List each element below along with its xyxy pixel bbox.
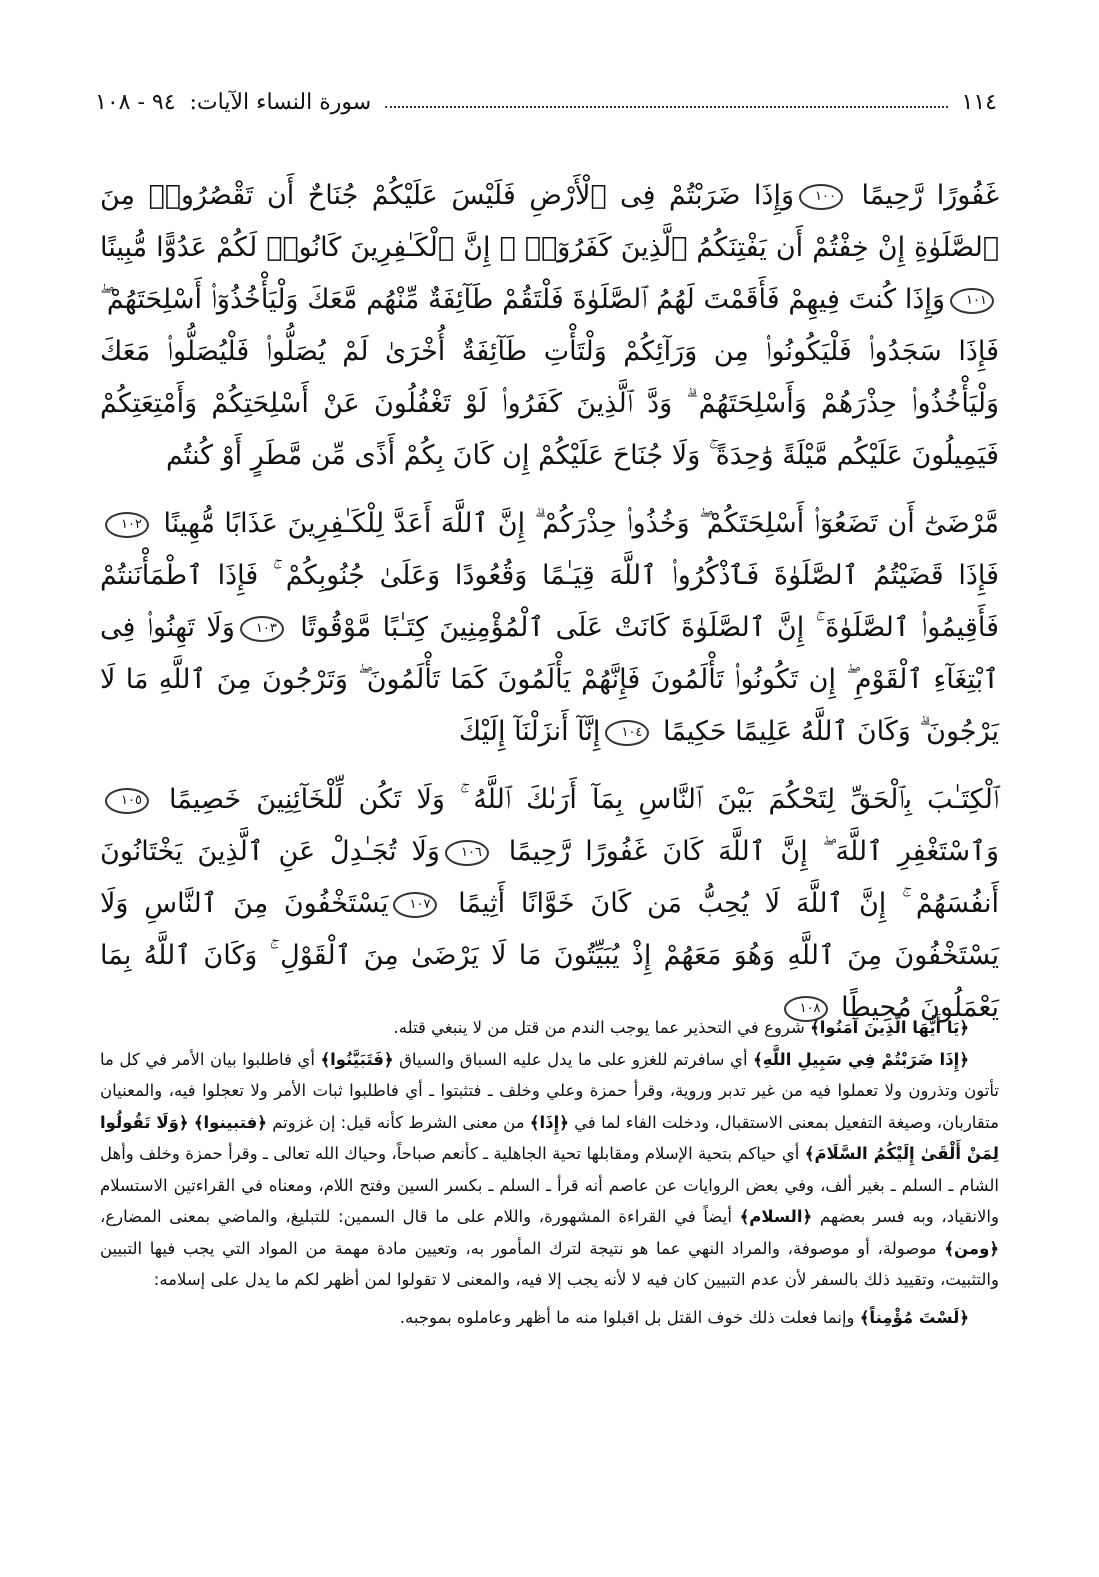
ayah-range: ٩٤ - ١٠٨: [95, 89, 176, 115]
quoted-phrase: ﴿لَسْتَ مُؤْمِناً﴾: [859, 1307, 969, 1327]
page-header: [95, 82, 997, 122]
commentary-paragraph: [100, 1302, 999, 1334]
ayah-number-marker: ١٠٣: [240, 616, 284, 642]
ayah-number-marker: ١٠٦: [445, 840, 489, 866]
quoted-phrase: ﴿إِذَا﴾: [529, 1112, 569, 1132]
quoted-phrase: ﴿يَا أَيُّهَا الَّذِينَ آمَنُوا﴾: [810, 1018, 969, 1037]
quran-block: [100, 774, 999, 1034]
page-number: ١١٤: [961, 89, 997, 115]
quran-block: [100, 170, 999, 482]
commentary-text: أي سافرتم للغزو على ما يدل عليه السباق والسياق: [393, 1049, 754, 1069]
quoted-phrase: ﴿وَلَا تَقُولُوا لِمَنْ أَلْقَىٰ إِلَيْكُمُ السَّلَامَ﴾: [100, 1112, 1000, 1163]
commentary-text: من معنى الشرط كأنه قيل: إن غزوتم: [266, 1112, 530, 1132]
quoted-phrase: ﴿السلام﴾: [739, 1207, 813, 1226]
verse-text: فَإِذَا قَضَيْتُمُ ٱلصَّلَوٰةَ فَٱذْكُرُوا۟ ٱللَّهَ قِيَـٰمًا وَقُعُودًا وَعَلَىٰ جُنُوبِكُمْ ۚ فَإِذَا ٱطْمَأْنَنتُمْ فَأَقِيمُوا۟ ٱلصَّلَوٰةَ ۚ إِنَّ ٱلصَّلَوٰةَ كَانَتْ عَلَى ٱلْمُؤْمِنِينَ كِتَـٰبًا مَّوْقُوتًا: [100, 560, 999, 643]
ayah-number-marker: ١٠٧: [393, 892, 437, 918]
quoted-phrase: ﴿فَتَبَيَّنُوا﴾: [320, 1049, 394, 1069]
verse-text: يَسْتَخْفُونَ مِنَ ٱلنَّاسِ وَلَا يَسْتَخْفُونَ مِنَ ٱللَّهِ وَهُوَ مَعَهُمْ إِذْ يُبَيِّتُونَ مَا لَا يَرْضَىٰ مِنَ ٱلْقَوْلِ ۚ وَكَانَ ٱللَّهُ بِمَا يَعْمَلُونَ مُحِيطًا: [100, 888, 999, 1023]
verse-text: إِنَّآ أَنزَلْنَآ إِلَيْكَ: [458, 716, 601, 747]
commentary-text: شروع في التحذير عما يوجب الندم من قتل من لا ينبغي قتله.: [393, 1018, 811, 1037]
commentary-text: أيضاً في القراءة المشهورة، واللام على ما قال السمين: للتبليغ، والماضي بمعنى المضارع،: [100, 1207, 740, 1226]
verse-text: مَّرْضَىٰٓ أَن تَضَعُوٓا۟ أَسْلِحَتَكُمْ ۖ وَخُذُوا۟ حِذْرَكُمْ ۗ إِنَّ ٱللَّهَ أَعَدَّ لِلْكَـٰفِرِينَ عَذَابًا مُّهِينًا: [154, 508, 999, 539]
quoted-phrase: ﴿إِذَا ضَرَبْتُمْ فِي سَبِيلِ اللَّهِ﴾: [753, 1049, 970, 1069]
verse-text: وَإِذَا ضَرَبْتُمْ فِى ٱلْأَرْضِ فَلَيْسَ عَلَيْكُمْ جُنَاحٌ أَن تَقْصُرُوا۟ مِنَ ٱلصَّلَوٰةِ إِنْ خِفْتُمْ أَن يَفْتِنَكُمُ ٱلَّذِينَ كَفَرُوٓا۟ ۚ إِنَّ ٱلْكَـٰفِرِينَ كَانُوا۟ لَكُمْ عَدُوًّا مُّبِينًا: [100, 180, 999, 263]
ayah-number-marker: ١٠٢: [105, 512, 149, 538]
verse-text: غَفُورًا رَّحِيمًا: [848, 180, 999, 211]
quoted-phrase: ﴿ومن﴾: [944, 1238, 999, 1258]
ayah-number-marker: ١٠١: [950, 288, 994, 314]
surah-title: سورة النساء الآيات:: [189, 89, 372, 115]
verse-text: ٱلْكِتَـٰبَ بِٱلْحَقِّ لِتَحْكُمَ بَيْنَ ٱلنَّاسِ بِمَآ أَرَىٰكَ ٱللَّهُ ۚ وَلَا تَكُن لِّلْخَآئِنِينَ خَصِيمًا: [154, 784, 999, 815]
verse-text: وَٱسْتَغْفِرِ ٱللَّهَ ۖ إِنَّ ٱللَّهَ كَانَ غَفُورًا رَّحِيمًا: [493, 836, 999, 867]
commentary-text: أي فاطلبوا بيان الأمر في كل ما تأتون وتذرون ولا تعملوا فيه من غير تدبر وروية، وقرأ حمزة وعلي وخلف ـ فتثبتوا ـ أي فاطلبوا ثبات الأمر ولا تعجلوا فيه، والمعنيان متقاربان، وصيغة التفعيل بمعنى الاستقبال، ودخلت الفاء لما في: [100, 1049, 999, 1132]
header-dotted-leader: [385, 106, 947, 108]
verse-text: وَلَا تَهِنُوا۟ فِى ٱبْتِغَآءِ ٱلْقَوْمِ ۖ إِن تَكُونُوا۟ تَأْلَمُونَ فَإِنَّهُمْ يَأْلَمُونَ كَمَا تَأْلَمُونَ ۖ وَتَرْجُونَ مِنَ ٱللَّهِ مَا لَا يَرْجُونَ ۗ وَكَانَ ٱللَّهُ عَلِيمًا حَكِيمًا: [100, 612, 999, 747]
verse-text: وَلَا تُجَـٰدِلْ عَنِ ٱلَّذِينَ يَخْتَانُونَ أَنفُسَهُمْ ۚ إِنَّ ٱللَّهَ لَا يُحِبُّ مَن كَانَ خَوَّانًا أَثِيمًا: [100, 836, 999, 919]
ayah-number-marker: ١٠٨: [784, 996, 828, 1022]
commentary-text: أي حياكم بتحية الإسلام ومقابلها تحية الجاهلية ـ كأنعم صباحاً، وحياك الله تعالى ـ وقرأ حمزة وخلف وأهل الشام ـ السلم ـ بغير ألف، وفي بعض الروايات عن عاصم أنه قرأ ـ السلم ـ بكسر السين وفتح اللام، ومعناه في القراءتين الاستسلام والانقياد، وبه فسر بعضهم: [100, 1144, 999, 1226]
quran-text: [100, 170, 999, 1034]
quran-block: [100, 498, 999, 758]
ayah-number-marker: ١٠٤: [605, 720, 649, 746]
commentary-paragraph: [100, 1012, 999, 1044]
quoted-phrase: ﴿فتبينوا﴾: [193, 1112, 267, 1132]
commentary-text: موصولة، أو موصوفة، والمراد النهي عما هو نتيجة لترك المأمور به، وتعيين مادة مهمة من المواد التي يجب فيها التبيين والتثبيت، وتقييد ذلك بالسفر لأن عدم التبيين كان فيه لا لأنه يجب إلا فيه، والمعنى لا تقولوا لمن أظهر لكم ما يدل على إسلامه:: [100, 1238, 999, 1289]
verse-text: وَإِذَا كُنتَ فِيهِمْ فَأَقَمْتَ لَهُمُ ٱلصَّلَوٰةَ فَلْتَقُمْ طَآئِفَةٌ مِّنْهُم مَّعَكَ وَلْيَأْخُذُوٓا۟ أَسْلِحَتَهُمْ ۖ فَإِذَا سَجَدُوا۟ فَلْيَكُونُوا۟ مِن وَرَآئِكُمْ وَلْتَأْتِ طَآئِفَةٌ أُخْرَىٰ لَمْ يُصَلُّوا۟ فَلْيُصَلُّوا۟ مَعَكَ وَلْيَأْخُذُوا۟ حِذْرَهُمْ وَأَسْلِحَتَهُمْ ۗ وَدَّ ٱلَّذِينَ كَفَرُوا۟ لَوْ تَغْفُلُونَ عَنْ أَسْلِحَتِكُمْ وَأَمْتِعَتِكُمْ فَيَمِيلُونَ عَلَيْكُم مَّيْلَةً وَٰحِدَةً ۚ وَلَا جُنَاحَ عَلَيْكُمْ إِن كَانَ بِكُمْ أَذًى مِّن مَّطَرٍ أَوْ كُنتُم: [100, 284, 999, 471]
commentary: [100, 1012, 999, 1333]
commentary-paragraph: [100, 1044, 999, 1296]
ayah-number-marker: ١٠٠: [799, 184, 843, 210]
ayah-number-marker: ١٠٥: [105, 788, 149, 814]
commentary-text: وإنما فعلت ذلك خوف القتل بل اقبلوا منه ما أظهر وعاملوه بموجبه.: [399, 1307, 860, 1327]
